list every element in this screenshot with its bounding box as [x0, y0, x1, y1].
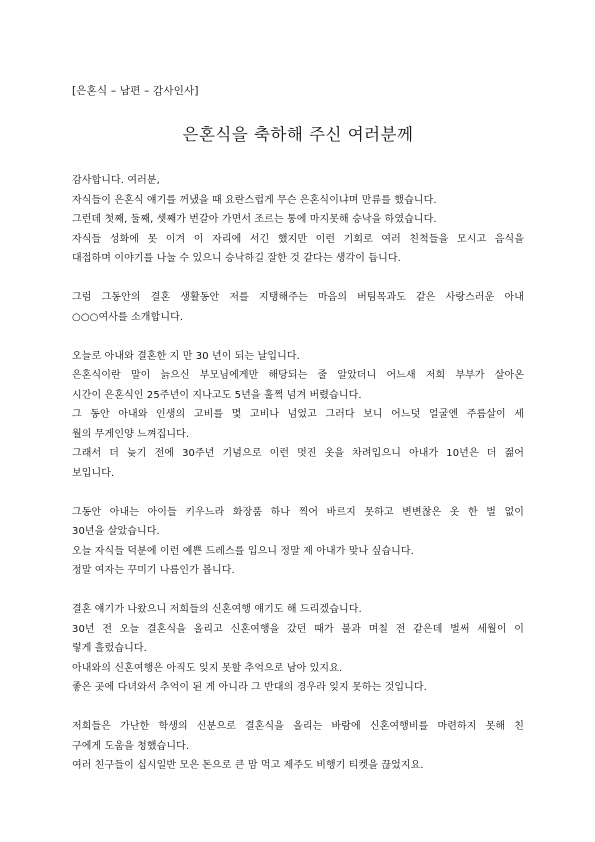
paragraph-line: 그럼 그동안의 결혼 생활동안 저를 지탱해주는 마음의 버팀목과도 같은 사랑스러운 아내 [72, 292, 524, 303]
paragraph [72, 717, 524, 776]
paragraph-line: ○○○여사를 소개합니다. [72, 311, 184, 323]
paragraph [72, 503, 524, 581]
document-title: 은혼식을 축하해 주신 여러분께 [182, 125, 414, 144]
paragraph-line: 렇게 흘렀습니다. [72, 643, 147, 654]
paragraph-line: 오늘로 아내와 결혼한 지 만 30 년이 되는 날입니다. [72, 350, 300, 362]
paragraph [72, 600, 524, 698]
document-page [72, 84, 524, 795]
paragraph [72, 347, 524, 484]
paragraph-line: 보입니다. [72, 467, 115, 479]
paragraph-line: 아내와의 신혼여행은 아직도 잊지 못할 추억으로 남아 있지요. [72, 662, 343, 674]
paragraph-line: 그동안 아내는 아이들 키우느라 화장품 하나 찍어 바르지 못하고 변변찮은 옷 한 벌 없이 [72, 506, 524, 518]
paragraph-line: 정말 여자는 꾸미기 나름인가 봅니다. [72, 565, 235, 576]
paragraph-line: 자식들이 은혼식 얘기를 꺼냈을 때 요란스럽게 무슨 은혼식이냐며 만류를 했습니다. [72, 194, 437, 206]
paragraph [72, 171, 524, 269]
paragraph-line: 좋은 곳에 다녀와서 추억이 된 게 아니라 그 반대의 경우라 잊지 못하는 것입니다. [72, 682, 427, 693]
paragraph [72, 288, 524, 327]
paragraph-line: 대접하며 이야기를 나눌 수 있으니 승낙하길 잘한 것 같다는 생각이 듭니다. [72, 253, 401, 264]
document-category: [은혼식 – 남편 – 감사인사] [72, 85, 199, 97]
paragraph-line: 그래서 더 늦기 전에 30주년 기념으로 이런 멋진 옷을 차려입으니 아내가 10년은 더 젊어 [72, 448, 524, 459]
paragraph-line: 월의 무게인양 느껴집니다. [72, 428, 190, 440]
paragraph-line: 그 동안 아내와 인생의 고비를 몇 고비나 넘었고 그러다 보니 어느덧 얼굴엔 주름살이 세 [72, 409, 524, 420]
paragraph-line: 자식들 성화에 못 이겨 이 자리에 서긴 했지만 이런 기회로 여러 친척들을 모시고 음식을 [72, 233, 524, 245]
paragraph-line: 30년을 살았습니다. [72, 526, 160, 537]
paragraph-line: 결혼 얘기가 나왔으니 저희들의 신혼여행 얘기도 해 드리겠습니다. [72, 604, 362, 615]
paragraph-line: 오늘 자식들 덕분에 이런 예쁜 드레스를 입으니 정말 제 아내가 맞나 싶습니다. [72, 545, 414, 557]
paragraph-line: 여러 친구들이 십시일반 모은 돈으로 큰 맘 먹고 제주도 비행기 티켓을 끊었지요. [72, 760, 424, 771]
paragraph-line: 감사합니다. 여러분, [72, 175, 160, 186]
paragraph-line: 30년 전 오늘 결혼식을 올리고 신혼여행을 갔던 때가 불과 며칠 전 같은데 벌써 세월이 이 [72, 623, 524, 635]
paragraph-line: 은혼식이란 말이 늙으신 부모님에게만 해당되는 줄 알았더니 어느새 저희 부부가 살아온 [72, 370, 524, 381]
paragraph-line: 그런데 첫째, 둘째, 셋째가 번갈아 가면서 조르는 통에 마지못해 승낙을 하였습니다. [72, 214, 437, 225]
paragraph-line: 구에게 도움을 청했습니다. [72, 740, 190, 752]
paragraph-line: 시간이 은혼식인 25주년이 지나고도 5년을 훌쩍 넘겨 버렸습니다. [72, 389, 362, 401]
document-body [72, 171, 524, 776]
paragraph-line: 저희들은 가난한 학생의 신분으로 결혼식을 올리는 바람에 신혼여행비를 마련하지 못해 친 [72, 721, 524, 732]
